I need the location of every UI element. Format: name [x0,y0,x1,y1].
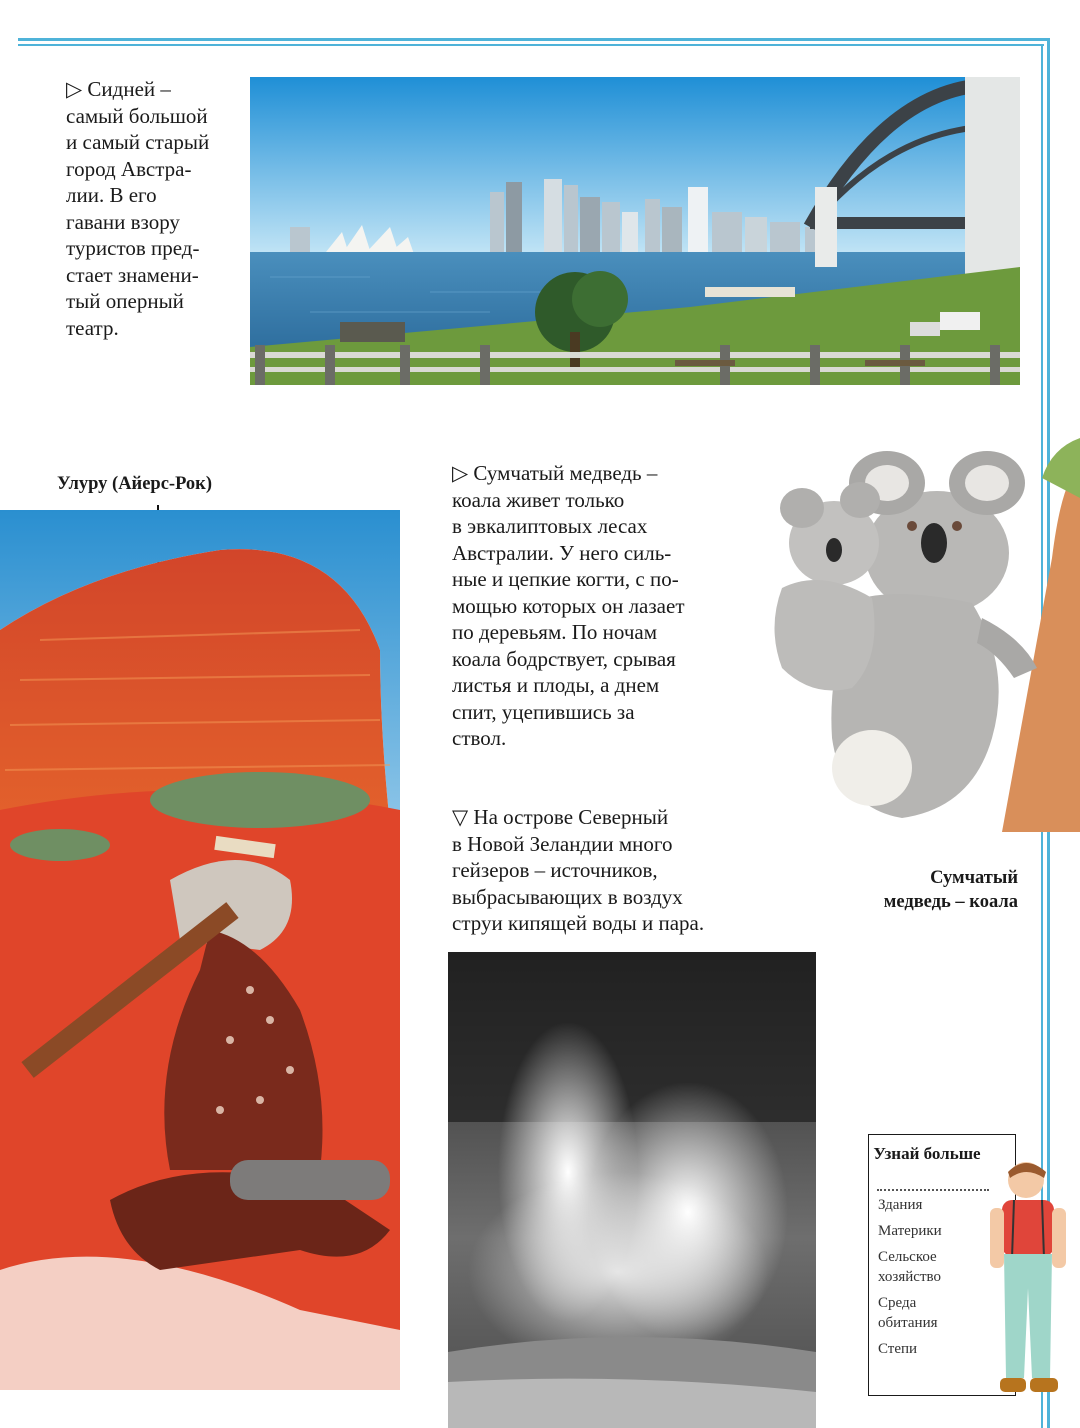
boy-illustration [988,1158,1068,1404]
caption-line: листья и плоды, а днем [452,673,660,697]
learn-more-title: Узнай больше [873,1144,981,1163]
caption-line: мощью которых он лазает [452,593,685,618]
caption-line: тый оперный [66,289,184,313]
koala-label-line: медведь – коала [883,892,1018,912]
learn-more-list [878,1195,942,1365]
caption-line: коала бодрствует, срывая [452,646,676,671]
caption-line: ▽ На острове Северный [452,805,669,829]
caption-line: ▷ Сумчатый медведь – [452,461,658,485]
caption-line: Австралии. У него силь- [452,540,672,565]
uluru-label: Улуру (Айерс-Рок) [57,474,213,494]
caption-line: самый большой [66,103,208,128]
caption-line: спит, уцепившись за [452,699,635,724]
caption-line: по деревьям. По ночам [452,620,658,644]
frame-border-top-inner [18,44,1044,46]
caption-line: ные и цепкие когти, с по- [452,567,679,591]
geyser-caption [452,804,704,937]
koala-caption [452,460,685,752]
geyser-photo [448,952,816,1428]
caption-line: стает знамени- [66,262,199,287]
caption-line: коала живет только [452,487,625,512]
caption-line: город Австра- [66,156,192,181]
caption-line: туристов пред- [66,236,200,260]
caption-line: выбрасывающих в воздух [452,884,683,909]
caption-line: ствол. [452,726,507,750]
learn-more-divider [877,1189,989,1191]
caption-line: гейзеров – источников, [452,858,658,882]
caption-line: и самый старый [66,130,210,154]
koala-illustration [752,438,1080,832]
caption-line: струи кипящей воды и пара. [452,911,705,935]
learn-more-link[interactable]: Среда обитания [878,1295,938,1331]
caption-line: лии. В его [66,183,157,207]
frame-border-top [18,38,1050,41]
sydney-harbour-photo [250,77,1020,385]
caption-line: в эвкалиптовых лесах [452,514,648,538]
caption-line: в Новой Зеландии много [452,831,673,856]
learn-more-link[interactable]: Здания [878,1197,923,1213]
caption-line: ▷ Сидней – [66,77,171,101]
uluru-aborigine-illustration [0,510,400,1390]
caption-line: гавани взору [66,209,180,234]
koala-label [846,866,1018,914]
sydney-caption [66,76,209,341]
learn-more-link[interactable]: Степи [878,1341,918,1357]
learn-more-link[interactable]: Сельское хозяйство [878,1249,941,1285]
koala-label-line: Сумчатый [930,868,1018,888]
caption-line: театр. [66,315,119,340]
learn-more-link[interactable]: Материки [878,1223,942,1239]
